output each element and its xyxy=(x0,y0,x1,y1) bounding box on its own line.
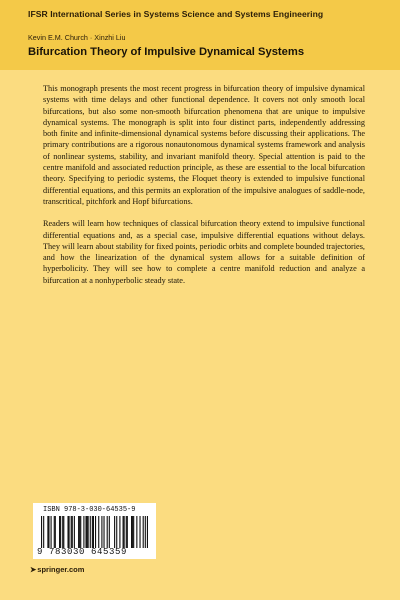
barcode-bar xyxy=(90,516,91,548)
barcode-bar xyxy=(98,516,99,548)
barcode-bar xyxy=(69,516,70,548)
header-band xyxy=(0,0,400,70)
website-link[interactable] xyxy=(30,565,84,574)
barcode-bar xyxy=(72,516,73,548)
book-title: Bifurcation Theory of Impulsive Dynamical Systems xyxy=(28,46,305,58)
barcode-bar xyxy=(131,516,132,548)
barcode xyxy=(33,503,156,559)
barcode-bar xyxy=(63,516,64,548)
barcode-bars xyxy=(41,516,149,548)
barcode-bar xyxy=(85,516,86,548)
abstract xyxy=(43,83,365,297)
barcode-bar xyxy=(47,516,48,548)
barcode-bar xyxy=(143,516,144,548)
website-label: springer.com xyxy=(37,565,85,574)
barcode-bar xyxy=(119,516,120,548)
barcode-bar xyxy=(132,516,133,548)
barcode-bar xyxy=(51,516,52,548)
barcode-bar xyxy=(127,516,128,548)
barcode-bar xyxy=(80,516,81,548)
barcode-bar xyxy=(74,516,75,548)
barcode-bar xyxy=(48,516,49,548)
barcode-bar xyxy=(88,516,89,548)
barcode-bar xyxy=(41,516,42,548)
abstract-paragraph-1: This monograph presents the most recent progress in bifurcation theory of impulsive dynamical systems with time delays and other functional dependence. It covers not only smooth local bifurcations, but also some non-smooth bifurcation phenomena that are unique to impulsive dynamical systems. The monograph is split into four distinct parts, independently addressing both finite and infinite-dimensional dynamical systems before discussing their applications. The primary contributions are a rigorous nonautonomous dynamical systems framework and analysis of nonlinear systems, stability, and invariant manifold theory. Special attention is paid to the centre manifold and associated reduction principle, as these are essential to the local bifurcation theory. Specifying to periodic systems, the Floquet theory is extended to impulsive functional differential equations, and this permits an exploration of the impulsive analogues of saddle-node, transcritical, pitchfork and Hopf bifurcations. xyxy=(43,84,365,206)
barcode-bar xyxy=(145,516,146,548)
barcode-bar xyxy=(114,516,115,548)
barcode-bar xyxy=(93,516,94,548)
series-title: IFSR International Series in Systems Science and Systems Engineering xyxy=(28,9,324,19)
barcode-bar xyxy=(54,516,55,548)
barcode-digits: 9 783030 645359 xyxy=(37,547,128,557)
barcode-bar xyxy=(60,516,61,548)
barcode-bar xyxy=(103,516,104,548)
arrow-right-icon: ➤ xyxy=(30,565,37,574)
barcode-bar xyxy=(109,516,110,548)
barcode-bar xyxy=(136,516,137,548)
barcode-bar xyxy=(43,516,44,548)
barcode-bar xyxy=(116,516,117,548)
barcode-bar xyxy=(71,516,72,548)
barcode-bar xyxy=(123,516,124,548)
barcode-bar xyxy=(133,516,134,548)
barcode-bar xyxy=(62,516,63,548)
barcode-bar xyxy=(83,516,84,548)
barcode-bar xyxy=(101,516,102,548)
barcode-bar xyxy=(87,516,88,548)
barcode-bar xyxy=(126,516,127,548)
barcode-bar xyxy=(59,516,60,548)
barcode-bar xyxy=(95,516,96,548)
barcode-bar xyxy=(79,516,80,548)
barcode-bar xyxy=(147,516,148,548)
barcode-bar xyxy=(78,516,79,548)
isbn-label: ISBN 978-3-030-64535-9 xyxy=(43,506,136,514)
barcode-bar xyxy=(92,516,93,548)
abstract-paragraph-2: Readers will learn how techniques of classical bifurcation theory extend to impulsive functional differential equations and, as a special case, impulsive differential equations without delays. They will learn about stability for fixed points, periodic orbits and complete bounded trajectories, and how the linearization of the dynamical system allows for a suitable definition of hyperbolicity. They will see how to complete a centre manifold reduction and analyze a bifurcation at a nonhyperbolic steady state. xyxy=(43,219,365,285)
barcode-bar xyxy=(55,516,56,548)
barcode-bar xyxy=(124,516,125,548)
barcode-bar xyxy=(67,516,68,548)
authors: Kevin E.M. Church · Xinzhi Liu xyxy=(28,33,126,42)
barcode-bar xyxy=(107,516,108,548)
barcode-bar xyxy=(139,516,140,548)
